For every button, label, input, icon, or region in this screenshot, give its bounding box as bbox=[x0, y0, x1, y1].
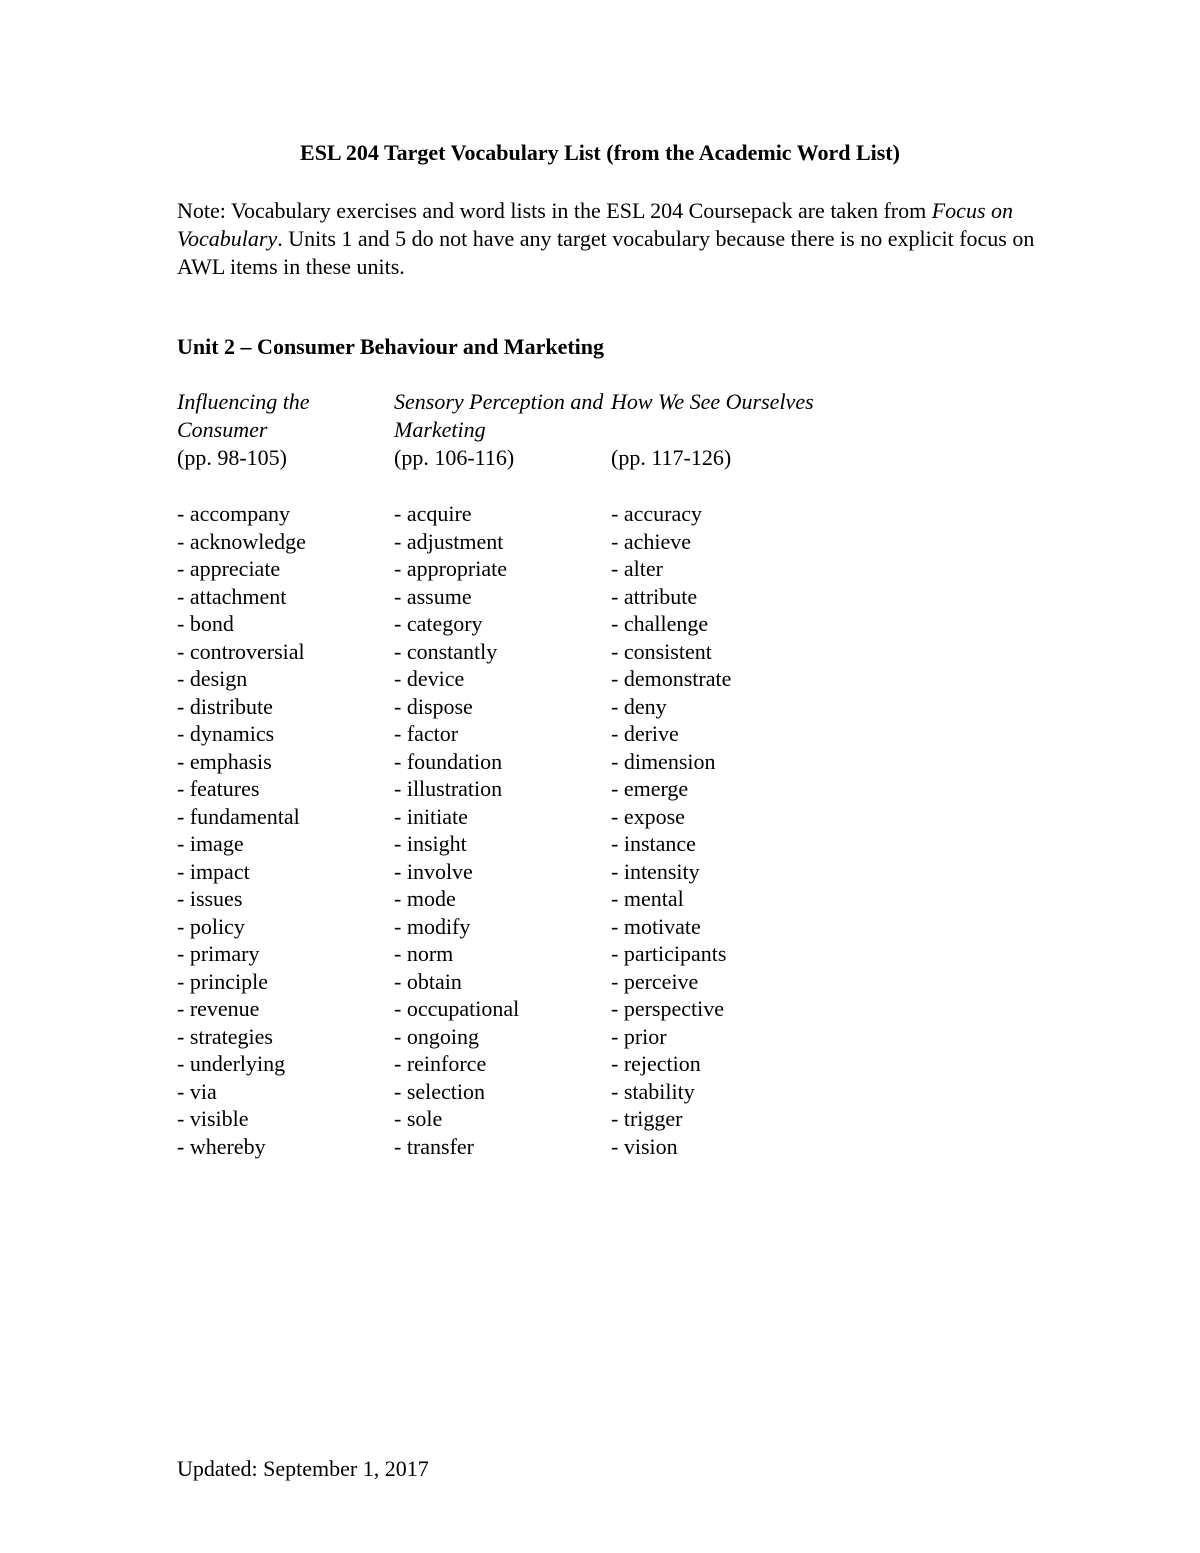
vocabulary-word: - foundation bbox=[394, 748, 503, 774]
vocabulary-word: - rejection bbox=[611, 1051, 701, 1076]
vocabulary-word: - emerge bbox=[611, 776, 689, 801]
vocabulary-word: - initiate bbox=[394, 803, 468, 829]
vocabulary-word: - achieve bbox=[611, 528, 691, 554]
vocabulary-word: - visible bbox=[177, 1106, 249, 1131]
column-pages: (pp. 106-116) bbox=[394, 445, 515, 470]
note-text-start: Note: Vocabulary exercises and word lists in the ESL 204 Coursepack are taken from bbox=[177, 198, 932, 223]
vocabulary-word: - illustration bbox=[394, 776, 503, 801]
vocabulary-word: - acquire bbox=[394, 501, 472, 526]
column-title: Influencing the Consumer bbox=[177, 389, 310, 442]
vocabulary-word: - sole bbox=[394, 1106, 443, 1131]
vocabulary-word: - underlying bbox=[177, 1051, 286, 1076]
vocabulary-word: - norm bbox=[394, 941, 454, 966]
vocabulary-word: - constantly bbox=[394, 638, 498, 664]
vocabulary-word: - controversial bbox=[177, 638, 305, 664]
vocabulary-word: - issues bbox=[177, 886, 243, 911]
column-title: Sensory Perception and Marketing bbox=[394, 389, 604, 442]
vocabulary-word: - policy bbox=[177, 913, 245, 939]
vocabulary-word: - accuracy bbox=[611, 501, 702, 526]
column-pages: (pp. 98-105) bbox=[177, 445, 287, 470]
vocabulary-word: - vision bbox=[611, 1133, 678, 1159]
vocabulary-word: - alter bbox=[611, 556, 663, 581]
updated-date: Updated: September 1, 2017 bbox=[177, 1456, 429, 1481]
vocabulary-word: - stability bbox=[611, 1078, 695, 1104]
vocabulary-word: - prior bbox=[611, 1023, 667, 1049]
column-how-we-see-ourselves bbox=[611, 388, 828, 1160]
vocabulary-word: - perceive bbox=[611, 968, 699, 994]
vocabulary-word: - category bbox=[394, 611, 483, 636]
column-title: How We See Ourselves bbox=[611, 389, 814, 414]
vocabulary-word: - via bbox=[177, 1078, 217, 1104]
vocabulary-word: - trigger bbox=[611, 1106, 683, 1131]
vocabulary-word: - dimension bbox=[611, 748, 716, 774]
vocabulary-word: - mode bbox=[394, 886, 456, 911]
vocabulary-word: - adjustment bbox=[394, 528, 504, 554]
vocabulary-word: - mental bbox=[611, 886, 684, 911]
vocabulary-word: - assume bbox=[394, 583, 472, 609]
vocabulary-word: - dynamics bbox=[177, 721, 275, 746]
vocabulary-word: - derive bbox=[611, 721, 679, 746]
vocabulary-word: - bond bbox=[177, 611, 234, 636]
vocabulary-word: - attribute bbox=[611, 583, 698, 609]
word-list bbox=[177, 500, 394, 1160]
column-influencing-the-consumer bbox=[177, 388, 394, 1160]
vocabulary-word: - involve bbox=[394, 858, 473, 884]
vocabulary-word: - whereby bbox=[177, 1133, 266, 1159]
vocabulary-word: - demonstrate bbox=[611, 666, 732, 691]
word-list bbox=[611, 500, 828, 1160]
column-sensory-perception bbox=[394, 388, 611, 1160]
vocabulary-word: - challenge bbox=[611, 611, 709, 636]
vocabulary-word: - participants bbox=[611, 941, 727, 966]
vocabulary-word: - consistent bbox=[611, 638, 712, 664]
vocabulary-word: - impact bbox=[177, 858, 250, 884]
vocabulary-word: - ongoing bbox=[394, 1023, 479, 1049]
vocabulary-word: - acknowledge bbox=[177, 528, 306, 554]
vocabulary-word: - dispose bbox=[394, 693, 473, 719]
vocabulary-word: - factor bbox=[394, 721, 459, 746]
note-text-end: . Units 1 and 5 do not have any target vocabulary because there is no explicit focus on AWL items in these units. bbox=[177, 226, 1035, 279]
unit-heading: Unit 2 – Consumer Behaviour and Marketing bbox=[177, 334, 605, 359]
vocabulary-word: - modify bbox=[394, 913, 471, 939]
vocabulary-word: - expose bbox=[611, 803, 685, 829]
vocabulary-word: - emphasis bbox=[177, 748, 272, 774]
vocabulary-word: - occupational bbox=[394, 996, 520, 1021]
vocabulary-word: - primary bbox=[177, 941, 260, 966]
vocabulary-word: - reinforce bbox=[394, 1051, 487, 1076]
vocabulary-word: - attachment bbox=[177, 583, 287, 609]
vocabulary-word: - instance bbox=[611, 831, 696, 856]
vocabulary-word: - revenue bbox=[177, 996, 260, 1021]
vocabulary-word: - selection bbox=[394, 1078, 486, 1104]
vocabulary-word: - appropriate bbox=[394, 556, 507, 581]
vocabulary-word: - obtain bbox=[394, 968, 462, 994]
vocabulary-word: - device bbox=[394, 666, 465, 691]
note-book-title: Focus on Vocabulary bbox=[177, 198, 1013, 251]
vocabulary-word: - insight bbox=[394, 831, 467, 856]
vocabulary-word: - fundamental bbox=[177, 803, 300, 829]
vocabulary-word: - strategies bbox=[177, 1023, 273, 1049]
vocabulary-word: - image bbox=[177, 831, 244, 856]
vocabulary-word: - design bbox=[177, 666, 248, 691]
page-title: ESL 204 Target Vocabulary List (from the Academic Word List) bbox=[300, 140, 900, 165]
vocabulary-word: - features bbox=[177, 776, 260, 801]
vocabulary-word: - intensity bbox=[611, 858, 700, 884]
vocabulary-word: - principle bbox=[177, 968, 269, 994]
vocabulary-word: - accompany bbox=[177, 501, 290, 526]
note-paragraph bbox=[177, 197, 1057, 281]
column-pages: (pp. 117-126) bbox=[611, 445, 732, 470]
word-list bbox=[394, 500, 611, 1160]
vocabulary-word: - appreciate bbox=[177, 556, 281, 581]
vocabulary-word: - motivate bbox=[611, 913, 701, 939]
vocabulary-word: - perspective bbox=[611, 996, 724, 1021]
vocabulary-columns bbox=[177, 388, 828, 1160]
vocabulary-word: - distribute bbox=[177, 693, 273, 719]
vocabulary-word: - deny bbox=[611, 693, 667, 719]
vocabulary-word: - transfer bbox=[394, 1133, 475, 1159]
